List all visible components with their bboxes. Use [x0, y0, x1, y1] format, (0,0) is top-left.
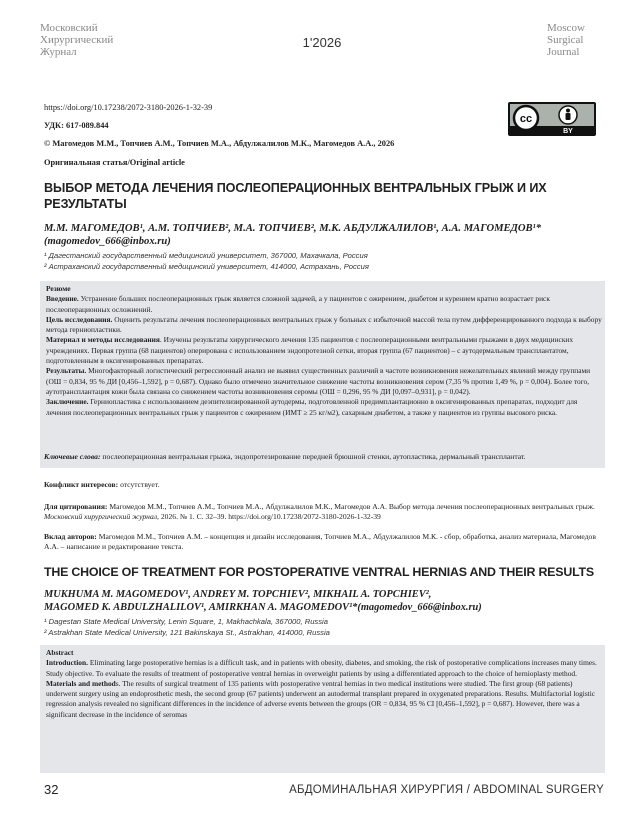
- methods-en: s. The results of surgical treatment of 135 patients with postoperative ventral hernias in two medical institutions were studied. The first group (68 patients) underwent surgery using an endoprosthetic mesh, the second group (67 patients) underwent an autodermal transplant prepared in oxygenated preparations. Results. Multifactorial logistic regression analysis revealed no significant differences in the incidence of adverse events between the groups (OR = 0,834, 95 % CI [0,456–1,592], p = 0,687). However, there was a significant decrease in the incidence of seromas: [46, 678, 596, 719]
- affiliation-ru-2: ² Астраханский государственный медицинский университет, 414000, Астрахань, Россия: [44, 262, 369, 271]
- logo-line-3: Журнал: [40, 46, 77, 58]
- journal-logo-right: [547, 22, 617, 58]
- logo-en-line-1: Moscow: [547, 22, 585, 34]
- by-label: BY: [563, 128, 573, 135]
- page-number: 32: [44, 782, 59, 797]
- abstract-ru: Резюме Введение. Устранение больших послеоперационных грыж является сложной задачей, а у пациентов с ожирением, диабетом и курением кратно возрастает риск послеоперационных осложнений. Цель исследования. Оценить результаты лечения послеоперационных вентральных грыж у больных с избыточной массой тела путем дифференцированного подхода к выбору метода герниопластики. Материал и методы исследования. Изучены результаты хирургического лечения 135 пациентов с послеоперационными вентральными грыжами в двух медицинских учреждениях. Первая группа (68 пациентов) оперирована с использованием эндопротезной сетки, вторая группа (67 пациентов) – с аутодермальным трансплантатом, подготовленным в оксигенированных препаратах. Результаты. Многофакторный логистический регрессионный анализ не выявил существенных различий в частоте возникновения нежелательных явлений между группами (ОШ = 0,834, 95 % ДИ [0,456–1,592], p = 0,687). Однако было отмечено значительное снижение частоты возникновения сером (7,35 % против 1,49 %, p = 0,004). Более того, аутотрансплантация кожи была связана со снижением частоты возникновения серомы (ОШ = 0,296, 95 % ДИ [0,097–0,931], p = 0,042). Заключение. Герниопластика с использованием деэпителизированной аутодермы, подготовленной предимплантационно в оксигенированных препаратах, подходит для лечения послеоперационных вентральных грыж у пациентов с ожирением (ИМТ ≥ 25 кг/м2), сахарным диабетом, а также у пациентов из группы высокого риска.: [46, 284, 602, 417]
- journal-section: АБДОМИНАЛЬНАЯ ХИРУРГИЯ / ABDOMINAL SURGERY: [289, 784, 604, 796]
- logo-en-line-2: Surgical: [547, 34, 584, 46]
- author-contributions: Вклад авторов: Магомедов М.М., Топчиев А.М. – концепция и дизайн исследования, Топчиев М.А., Абдулжалилов М.К. - сбор, обработка, анализ материала, Магомедов А.А. – написание и редактирование текста.: [44, 532, 596, 552]
- citation-ru: Для цитирования: Магомедов М.М., Топчиев А.М., Топчиев М.А., Абдулжалилов М.К., Магомедов А.А. Выбор метода лечения послеоперационных вентральных грыж. Московский хирургический журнал, 2026. № 1. С. 32–39. https://doi.org/10.17238/2072-3180-2026-1-32-39: [44, 502, 595, 522]
- intro-ru: Устранение больших послеоперационных грыж является сложной задачей, а у пациентов с ожирением, диабетом и курением кратно возрастает риск послеоперационных осложнений.: [46, 294, 550, 314]
- logo-en-line-3: Journal: [547, 46, 580, 58]
- cc-by-license-icon[interactable]: [508, 102, 596, 136]
- affiliation-en-2: ² Astrakhan State Medical University, 121 Bakinskaya St., Astrakhan, 414000, Russia: [44, 628, 330, 637]
- conclusion-ru: Герниопластика с использованием деэпителизированной аутодермы, подготовленной предимплантационно в оксигенированных препаратах, подходит для лечения послеоперационных вентральных грыж у пациентов с ожирением (ИМТ ≥ 25 кг/м2), сахарным диабетом, а также у пациентов из группы высокого риска.: [46, 397, 578, 417]
- aim-ru: Оценить результаты лечения послеоперационных вентральных грыж у больных с избыточной массой тела путем дифференцированного подхода к выбору метода герниопластики.: [46, 314, 602, 335]
- issue-number: 1'2026: [302, 35, 342, 50]
- doi-link[interactable]: https://doi.org/10.17238/2072-3180-2026-1-32-39: [44, 103, 213, 112]
- logo-line-1: Московский: [40, 22, 98, 34]
- article-title-ru: ВЫБОР МЕТОДА ЛЕЧЕНИЯ ПОСЛЕОПЕРАЦИОННЫХ ВЕНТРАЛЬНЫХ ГРЫЖ И ИХ РЕЗУЛЬТАТЫ: [44, 181, 547, 211]
- authors-en: MUKHUMA M. MAGOMEDOV¹, ANDREY M. TOPCHIEV², MIKHAIL A. TOPCHIEV², MAGOMED K. ABDULZHALILOV¹, AMIRKHAN A. MAGOMEDOV¹*(magomedov_666@inbox.ru): [44, 589, 482, 614]
- cc-label: cc: [519, 113, 533, 125]
- aim-en: Study objective. To evaluate the results of treatment of postoperative ventral hernias in overweight patients by using a differentiated approach to the choice of hernioplasty method.: [46, 668, 577, 678]
- abstract-heading-ru: Резюме: [46, 284, 71, 293]
- copyright-line: © Магомедов М.М., Топчиев А.М., Топчиев М.А., Абдулжалилов М.К., Магомедов А.А., 2026: [44, 139, 395, 148]
- abstract-en: Abstract Introduction. Eliminating large postoperative hernias is a difficult task, and in patients with obesity, diabetes, and smoking, the risk of postoperative complications increases many times. Study objective. To evaluate the results of treatment of postoperative ventral hernias in overweight patients by using a differentiated approach to the choice of hernioplasty method. Materials and methods. The results of surgical treatment of 135 patients with postoperative ventral hernias in two medical institutions were studied. The first group (68 patients) underwent surgery using an endoprosthetic mesh, the second group (67 patients) underwent an autodermal transplant prepared in oxygenated preparations. Results. Multifactorial logistic regression analysis revealed no significant differences in the incidence of adverse events between the groups (OR = 0,834, 95 % CI [0,456–1,592], p = 0,687). However, there was a significant decrease in the incidence of seromas: [46, 648, 602, 720]
- article-type: Оригинальная статья/Original article: [44, 158, 185, 167]
- keywords-ru: Ключевые слова: послеоперационная вентральная грыжа, эндопротезирование передней брюшной стенки, аутопластика, дермальный трансплантат.: [44, 452, 526, 461]
- abstract-heading-en: Abstract: [46, 648, 74, 657]
- article-title-en: THE CHOICE OF TREATMENT FOR POSTOPERATIVE VENTRAL HERNIAS AND THEIR RESULTS: [44, 565, 594, 579]
- intro-en: Eliminating large postoperative hernias is a difficult task, and in patients with obesity, diabetes, and smoking, the risk of postoperative complications increases many times.: [89, 658, 597, 668]
- methods-ru: . Изучены результаты хирургического лечения 135 пациентов с послеоперационными вентральными грыжами в двух медицинских учреждениях. Первая группа (68 пациентов) оперирована с использованием эндопротезной сетки, вторая группа (67 пациентов) – с аутодермальным трансплантатом, подготовленным в оксигенированных препаратах.: [46, 335, 574, 366]
- udk-code: УДК: 617-089.844: [44, 121, 109, 130]
- authors-ru: М.М. МАГОМЕДОВ¹, А.М. ТОПЧИЕВ², М.А. ТОПЧИЕВ², М.К. АБДУЛЖАЛИЛОВ¹, А.А. МАГОМЕДОВ¹* (magomedov_666@inbox.ru): [44, 223, 542, 247]
- results-ru: Многофакторный логистический регрессионный анализ не выявил существенных различий в частоте возникновения нежелательных явлений между группами (ОШ = 0,834, 95 % ДИ [0,456–1,592], p = 0,687). Однако было отмечено значительное снижение частоты возникновения сером (7,35 % против 1,49 %, p = 0,004). Более того, аутотрансплантация кожи была связана со снижением частоты возникновения серомы (ОШ = 0,296, 95 % ДИ [0,097–0,931], p = 0,042).: [46, 366, 591, 396]
- affiliation-en-1: ¹ Dagestan State Medical University, Lenin Square, 1, Makhachkala, 367000, Russia: [44, 617, 328, 626]
- affiliation-ru-1: ¹ Дагестанский государственный медицинский университет, 367000, Махачкала, Россия: [44, 251, 368, 260]
- logo-line-2: Хирургический: [40, 34, 114, 46]
- conflict-of-interest: Конфликт интересов: отсутствует.: [44, 480, 160, 489]
